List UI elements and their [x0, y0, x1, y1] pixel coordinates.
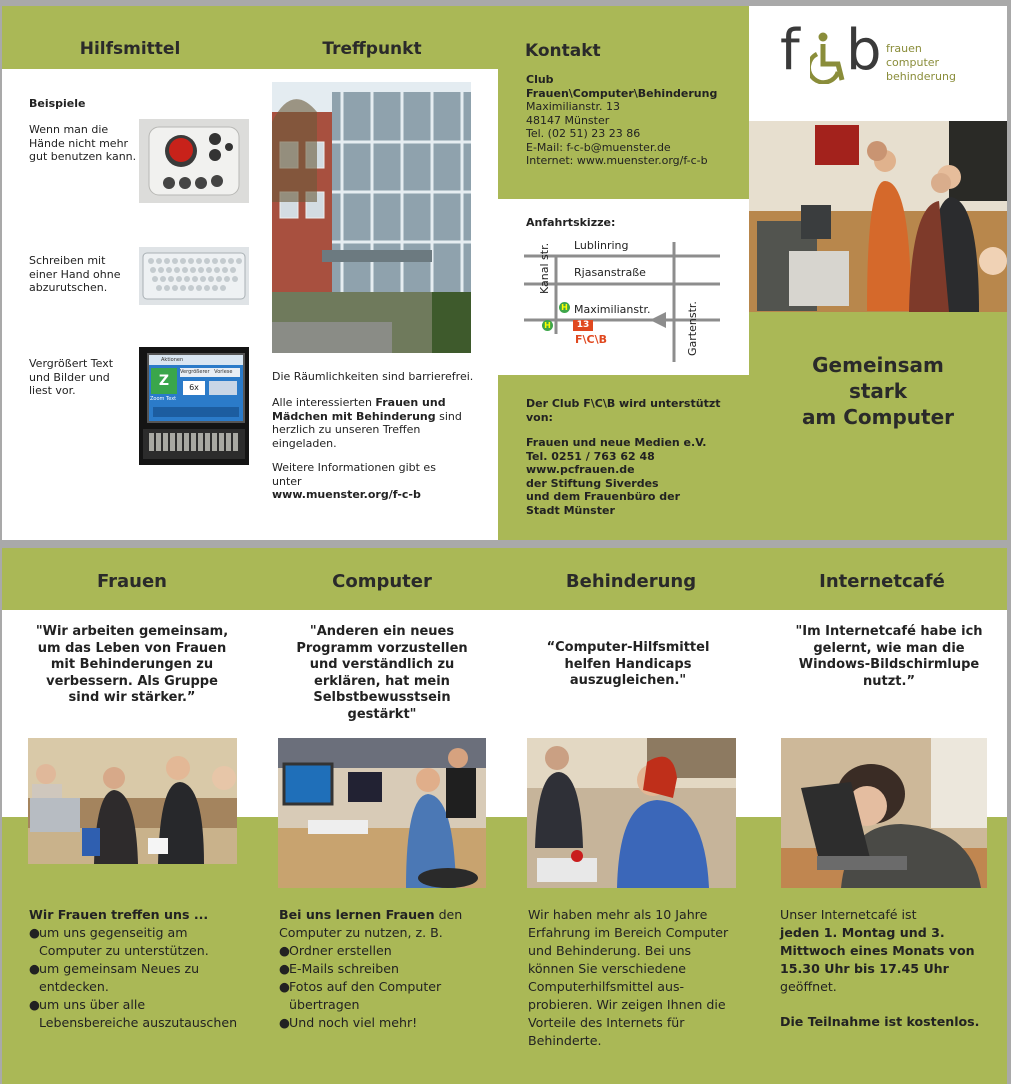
- map-destination-label: F\C\B: [575, 333, 608, 346]
- photo-zoomtext-laptop: Aktionen Z Zoom Text Vergrößerer Vorlese 6x: [139, 347, 249, 465]
- frauen-text: [29, 906, 244, 1032]
- brochure-inside: [2, 548, 1007, 1084]
- heading-kontakt: Kontakt: [525, 41, 601, 61]
- heading-frauen: Frauen: [96, 571, 167, 592]
- bus-stop-icon: H: [559, 302, 570, 313]
- logo-letter-b: b: [846, 18, 882, 83]
- screen-toolbar-item: Aktionen: [161, 357, 184, 363]
- treffpunkt-accessibility: Die Räumlichkeiten sind barrierefrei.: [272, 370, 474, 383]
- contact-website[interactable]: Internet: www.muenster.org/f-c-b: [526, 154, 708, 167]
- quote-internetcafe: "Im Internetcafé habe ich gelernt, wie man die Windows-Bildschirmlupe nutzt.”: [795, 624, 983, 689]
- logo-word: computer: [886, 56, 940, 69]
- cafe-open: geöffnet.: [780, 979, 837, 994]
- brochure-outside: [2, 6, 1007, 540]
- map-street-lublinring: Lublinring: [574, 239, 629, 252]
- quote-behinderung: “Computer-Hilfsmittel helfen Handicaps auszugleichen.": [546, 640, 710, 688]
- heading-behinderung: Behinderung: [565, 571, 697, 592]
- cafe-free-admission: Die Teilnahme ist kostenlos.: [780, 1014, 980, 1029]
- logo-word: behinderung: [886, 70, 956, 83]
- header-band: [2, 6, 749, 69]
- bus-stop-icon: H: [542, 320, 553, 331]
- photo-keyguard-keyboard: [139, 247, 249, 305]
- screen-tile-label: Zoom Text: [150, 396, 177, 402]
- list-item: ● E-Mails schreiben: [279, 961, 399, 976]
- contact-email[interactable]: E-Mail: f-c-b@muenster.de: [526, 140, 671, 154]
- logo-wordmark: [886, 42, 956, 84]
- photo-group-meeting: [28, 738, 237, 864]
- logo-letter-f: f: [780, 18, 800, 83]
- list-item: ● um uns über alle Lebensbereiche auszutauschen: [29, 996, 244, 1032]
- contact-address: [526, 73, 746, 168]
- invitation-text-end: sind herzlich zu unseren Treffen eingeladen.: [272, 409, 462, 450]
- screen-zoom-value: 6x: [183, 381, 205, 395]
- photo-computer-lesson: [278, 738, 486, 888]
- contact-phone: Tel. (02 51) 23 23 86: [526, 127, 641, 140]
- list-item: ● um gemeinsam Neues zu entdecken.: [29, 960, 244, 996]
- hilfsmittel-item-text: Wenn man die Hände nicht mehr gut benutzen kann.: [29, 123, 137, 163]
- cafe-schedule: jeden 1. Montag und 3. Mittwoch eines Monats von 15.30 Uhr bis 17.45 Uhr: [780, 925, 975, 976]
- support-line: Frauen und neue Medien e.V.: [526, 436, 707, 449]
- tagline-line: stark: [848, 379, 908, 403]
- map-house-number: 13: [573, 320, 593, 331]
- tagline-line: Gemeinsam: [812, 353, 944, 377]
- list-item-text: E-Mails schreiben: [289, 961, 399, 976]
- label-beispiele: Beispiele: [29, 97, 86, 110]
- heading-computer: Computer: [332, 571, 432, 592]
- photo-women-at-laptops: [749, 121, 1007, 312]
- list-item-text: um uns über alle Lebensbereiche auszutauschen: [39, 997, 238, 1030]
- heading-hilfsmittel: Hilfsmittel: [79, 39, 181, 59]
- screen-toolbar-item: Vorlese: [214, 369, 233, 375]
- map-street-kanal: Kanal str.: [538, 242, 551, 294]
- fcb-logo: [780, 18, 960, 88]
- frauen-intro: Wir Frauen treffen uns ...: [29, 907, 209, 922]
- computer-intro: den Computer zu nutzen, z. B.: [279, 907, 463, 940]
- screen-toolbar-item: Vergrößerer: [180, 369, 210, 375]
- club-name: Frauen\Computer\Behinderung: [526, 86, 718, 100]
- computer-intro-bold: Bei uns lernen Frauen: [279, 907, 435, 922]
- photo-trackball-device: [139, 119, 249, 203]
- map-street-rjasan: Rjasanstraße: [574, 266, 646, 279]
- support-line: der Stiftung Siverdes: [526, 476, 659, 490]
- list-item: ● Und noch viel mehr!: [279, 1015, 418, 1030]
- invitation-text: Alle interessierten: [272, 396, 376, 409]
- cover-tagline: [749, 352, 1007, 430]
- photo-internetcafe-laptop: [781, 738, 987, 888]
- cafe-intro: Unser Internetcafé ist: [780, 907, 917, 922]
- map-title: Anfahrtskizze:: [526, 216, 616, 229]
- contact-street: Maximilianstr. 13: [526, 100, 620, 113]
- hilfsmittel-item-text: Schreiben mit einer Hand ohne abzurutschen.: [29, 254, 121, 294]
- quote-computer: "Anderen ein neues Programm vorzustellen und verständlich zu erklären, hat mein Selbstbewusstsein gestärkt": [296, 624, 468, 722]
- support-line: und dem Frauenbüro der: [526, 490, 681, 503]
- heading-treffpunkt: Treffpunkt: [322, 39, 422, 59]
- support-line: Tel. 0251 / 763 62 48: [526, 449, 655, 463]
- quote-frauen: "Wir arbeiten gemeinsam, um das Leben von Frauen mit Behinderungen zu verbessern. Als Gruppe sind wir stärker.”: [35, 624, 229, 705]
- list-item-text: Und noch viel mehr!: [289, 1015, 418, 1030]
- club-label: Club: [526, 73, 554, 86]
- wheelchair-icon: [810, 32, 846, 84]
- treffpunkt-more-info: [272, 461, 442, 502]
- support-title: Der Club F\C\B wird unterstützt von:: [526, 397, 721, 424]
- heading-internetcafe: Internetcafé: [819, 571, 945, 592]
- internetcafe-text: [780, 906, 990, 1031]
- contact-city: 48147 Münster: [526, 113, 610, 127]
- treffpunkt-invitation: [272, 396, 472, 450]
- support-line[interactable]: www.pcfrauen.de: [526, 463, 635, 476]
- tagline-line: am Computer: [801, 405, 955, 429]
- list-item: ● Fotos auf den Computer übertragen: [279, 978, 479, 1014]
- list-item-text: um uns gegenseitig am Computer zu unterstützen.: [39, 925, 209, 958]
- hilfsmittel-item-text: Vergrößert Text und Bilder und liest vor.: [29, 357, 114, 397]
- support-line: Stadt Münster: [526, 503, 615, 517]
- photo-assistive-joystick: [527, 738, 736, 888]
- map-street-garten: Gartenstr.: [686, 301, 699, 356]
- list-item-text: Ordner erstellen: [289, 943, 392, 958]
- more-info-text: Weitere Informationen gibt es unter: [272, 461, 436, 488]
- list-item-text: Fotos auf den Computer übertragen: [289, 979, 442, 1012]
- list-item: ● Ordner erstellen: [279, 943, 392, 958]
- support-list: [526, 436, 706, 517]
- behinderung-text: Wir haben mehr als 10 Jahre Erfahrung im Bereich Computer und Behinderung. Bei uns können Sie verschiedene Computerhilfsmittel aus-probieren. Wir zeigen Ihnen die Vorteile des Internets für Behinderte.: [528, 907, 729, 1048]
- computer-text: [279, 906, 479, 1032]
- list-item-text: um gemeinsam Neues zu entdecken.: [39, 961, 200, 994]
- photo-building-entrance: [272, 82, 471, 353]
- more-info-link[interactable]: www.muenster.org/f-c-b: [272, 488, 421, 501]
- list-item: ● um uns gegenseitig am Computer zu unterstützen.: [29, 924, 244, 960]
- logo-word: frauen: [886, 42, 922, 55]
- invitation-bold: Frauen und Mädchen mit Behinderung: [272, 396, 446, 423]
- map-street-maximilian: Maximilianstr.: [574, 303, 651, 316]
